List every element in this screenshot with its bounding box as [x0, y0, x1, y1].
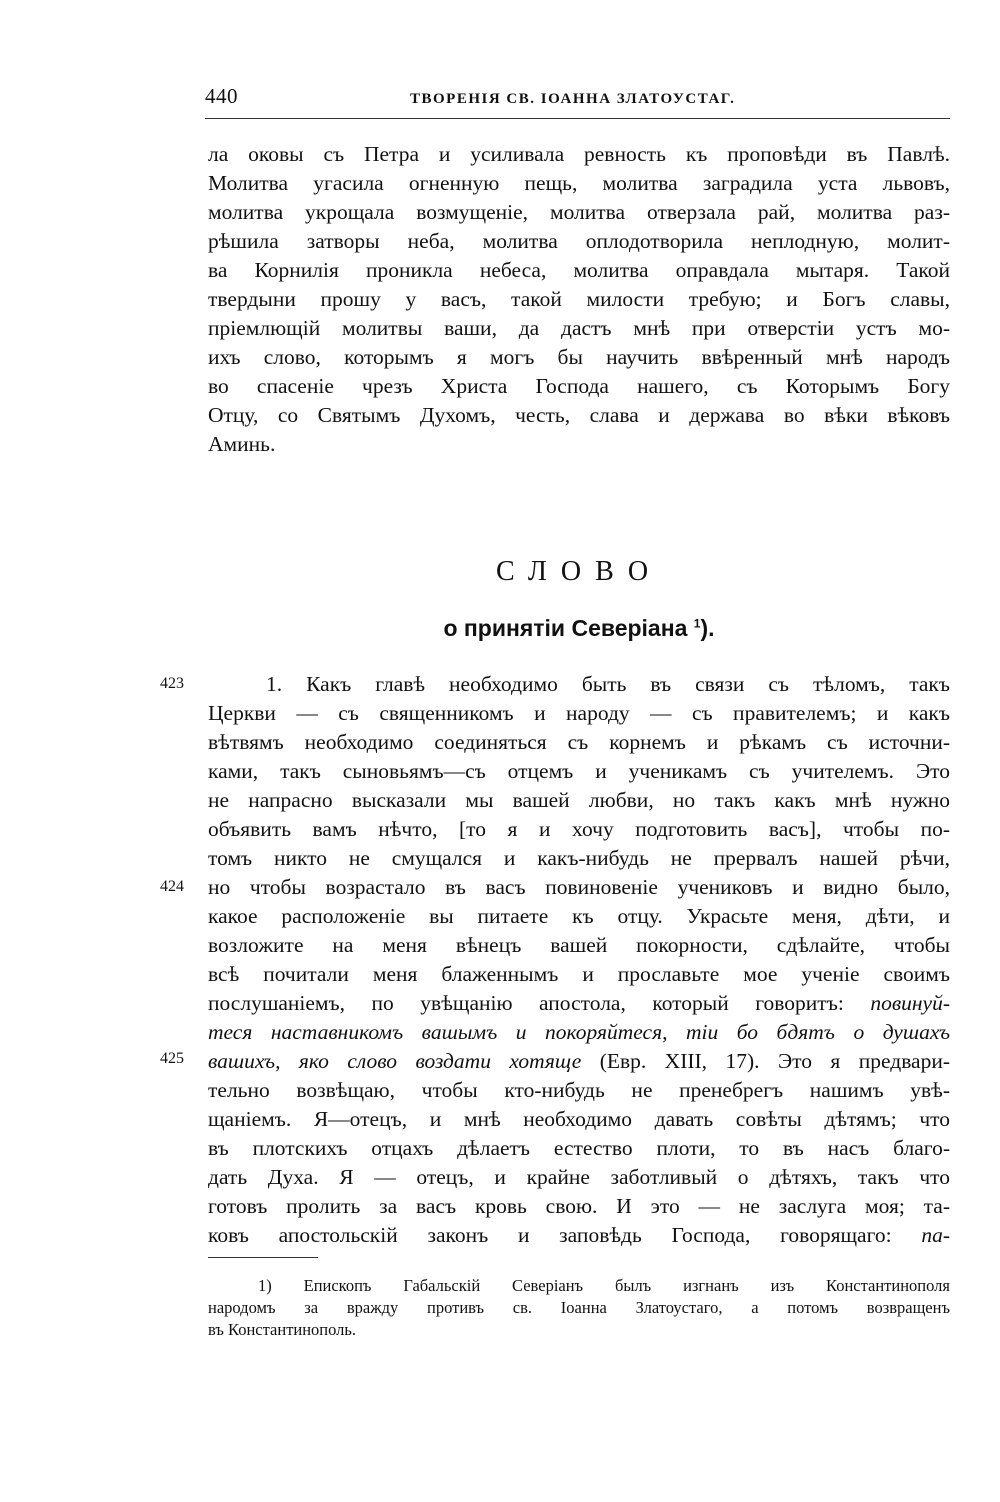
- text-line: вѣтвямъ необходимо соединяться съ корнемъ и рѣкамъ съ источни-: [208, 730, 950, 754]
- footnote: [208, 1275, 950, 1341]
- footnote-mark: 1: [693, 616, 701, 631]
- text-line: ками, такъ сыновьямъ—съ отцемъ и ученикамъ съ учителемъ. Это: [208, 759, 950, 783]
- text-line: [208, 1221, 950, 1250]
- page-number: 440: [205, 84, 238, 108]
- footnote-line: народомъ за вражду противъ св. Іоанна Златоустаго, а потомъ возвращенъ: [208, 1298, 950, 1317]
- text-line: ихъ слово, которымъ я могъ бы научить ввѣренный мнѣ народъ: [208, 345, 950, 369]
- running-title: ТВОРЕНІЯ СВ. ІОАННА ЗЛАТОУСТАГ.: [410, 91, 736, 107]
- header-rule: [205, 118, 950, 119]
- text-segment: послушаніемъ, по увѣщанію апостола, который говоритъ:: [208, 991, 844, 1015]
- margin-number: 425: [160, 1050, 184, 1067]
- margin-number: 424: [160, 878, 184, 895]
- text-segment: ковъ апостольскій законъ и заповѣдь Господа, говорящаго:: [208, 1223, 892, 1247]
- scripture-quote: теся наставникомъ вашымъ и покоряйтеся, тіи бо бдятъ о душахъ: [208, 1020, 950, 1044]
- text-line: щаніемъ. Я—отецъ, и мнѣ необходимо давать совѣты дѣтямъ; что: [208, 1107, 950, 1131]
- text-line: 1. Какъ главѣ необходимо быть въ связи съ тѣломъ, такъ: [266, 672, 950, 696]
- text-line: не напрасно высказали мы вашей любви, но такъ какъ мнѣ нужно: [208, 788, 950, 812]
- text-line: всѣ почитали меня блаженнымъ и прославьте мое ученіе своимъ: [208, 962, 950, 986]
- footnote-line: 1) Епископъ Габальскій Северіанъ былъ изгнанъ изъ Константинополя: [258, 1276, 950, 1295]
- text-line: въ плотскихъ отцахъ дѣлаетъ естество плоти, то въ насъ благо-: [208, 1136, 950, 1160]
- text-line: объявить вамъ нѣчто, [то я и хочу подготовить васъ], чтобы по-: [208, 817, 950, 841]
- text-line: рѣшила затворы неба, молитва оплодотворила неплодную, молит-: [208, 229, 950, 253]
- sermon-subtitle: [208, 615, 950, 642]
- text-line: Молитва угасила огненную пещь, молитва заградила уста львовъ,: [208, 171, 950, 195]
- text-line: во спасеніе чрезъ Христа Господа нашего, съ Которымъ Богу: [208, 374, 950, 398]
- text-line: готовъ пролить за васъ кровь свою. И это — не заслуга моя; та-: [208, 1194, 950, 1218]
- text-line: какое расположеніе вы питаете къ отцу. Украсьте меня, дѣти, и: [208, 904, 950, 928]
- text-line: твердыни прошу у васъ, такой милости требую; и Богъ славы,: [208, 287, 950, 311]
- text-line: Отцу, со Святымъ Духомъ, честь, слава и держава во вѣки вѣковъ: [208, 403, 950, 427]
- text-line: [208, 989, 950, 1018]
- text-segment: (Евр. XIII, 17). Это я предвари-: [599, 1049, 951, 1073]
- scripture-quote: па-: [921, 1223, 951, 1247]
- text-line: [208, 1047, 950, 1076]
- scripture-quote: повинуй-: [870, 991, 951, 1015]
- page-header: [205, 84, 955, 109]
- margin-number: 423: [160, 675, 184, 692]
- text-line: ва Корнилія проникла небеса, молитва оправдала мытаря. Такой: [208, 258, 950, 282]
- subtitle-end: ).: [700, 615, 715, 641]
- scripture-quote: вашихъ, яко слово воздати хотяще: [208, 1049, 582, 1073]
- subtitle-text: о принятіи Северіана: [443, 615, 688, 641]
- footnote-rule: [208, 1257, 318, 1258]
- text-line: тельно возвѣщаю, чтобы кто-нибудь не пренебрегъ нашимъ увѣ-: [208, 1078, 950, 1102]
- footnote-line: въ Константинополь.: [208, 1320, 357, 1339]
- text-line: ла оковы съ Петра и усиливала ревность къ проповѣди въ Павлѣ.: [208, 142, 950, 166]
- text-line: возложите на меня вѣнецъ вашей покорности, сдѣлайте, чтобы: [208, 933, 950, 957]
- text-line: дать Духа. Я — отецъ, и крайне заботливый о дѣтяхъ, такъ что: [208, 1165, 950, 1189]
- sermon-body: [208, 670, 950, 1250]
- text-line: томъ никто не смущался и какъ-нибудь не прервалъ нашей рѣчи,: [208, 846, 950, 870]
- text-line: Церкви — съ священникомъ и народу — съ правителемъ; и какъ: [208, 701, 950, 725]
- text-line: молитва укрощала возмущеніе, молитва отверзала рай, молитва раз-: [208, 200, 950, 224]
- text-line: [208, 1018, 950, 1047]
- sermon-title: СЛОВО: [495, 556, 663, 587]
- text-line: но чтобы возрастало въ васъ повиновеніе учениковъ и видно было,: [208, 875, 950, 899]
- previous-sermon-ending: [208, 140, 950, 459]
- text-line: пріемлющій молитвы ваши, да дастъ мнѣ при отверстіи устъ мо-: [208, 316, 950, 340]
- text-line: Аминь.: [208, 432, 276, 456]
